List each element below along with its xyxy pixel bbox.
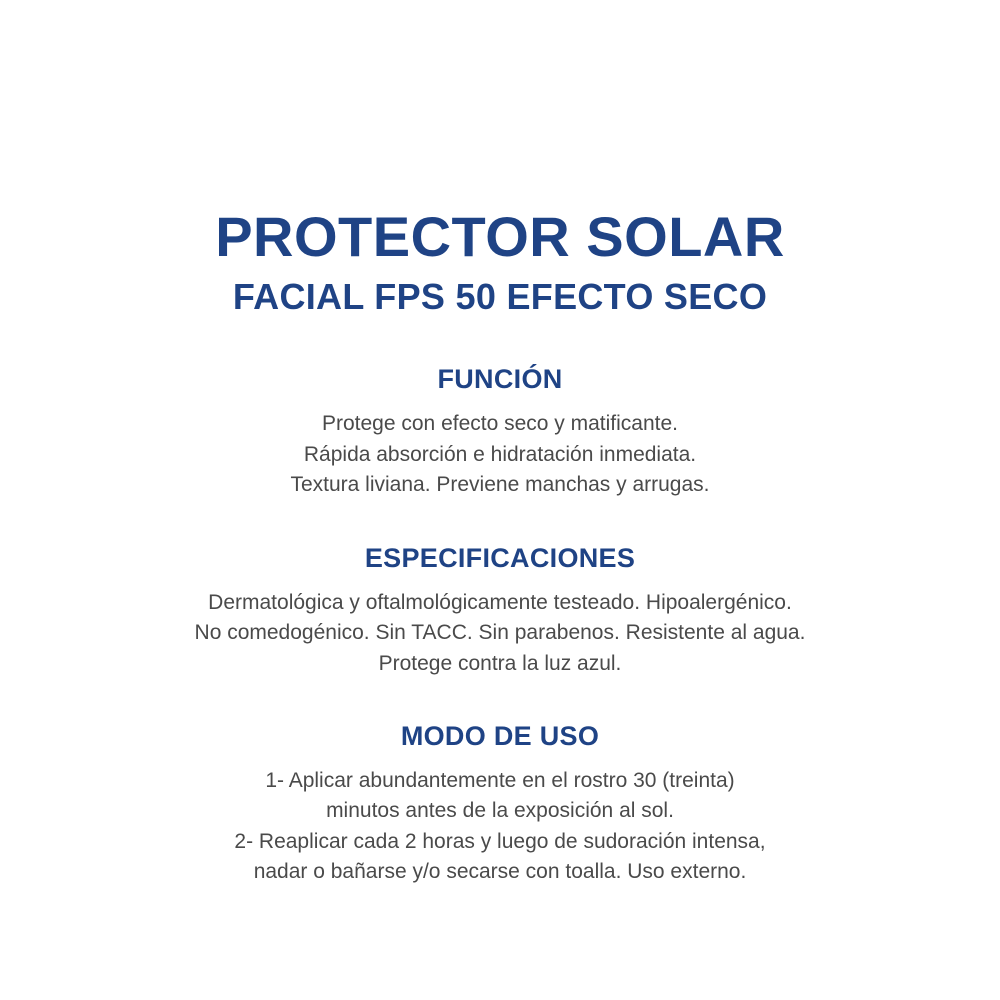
section-line: Textura liviana. Previene manchas y arrugas. — [290, 473, 710, 497]
section-funcion — [0, 364, 1000, 500]
section-line: No comedogénico. Sin TACC. Sin parabenos. Resistente al agua. — [194, 621, 806, 645]
section-line: 2- Reaplicar cada 2 horas y luego de sudoración intensa, — [234, 829, 766, 853]
section-body-especificaciones — [0, 588, 1000, 679]
section-line: Dermatológica y oftalmológicamente testeado. Hipoalergénico. — [208, 590, 792, 614]
section-heading-especificaciones: ESPECIFICACIONES — [364, 542, 636, 573]
section-heading-modo-de-uso: MODO DE USO — [400, 721, 600, 752]
section-body-funcion — [0, 409, 1000, 500]
section-modo-de-uso — [0, 721, 1000, 888]
section-line: Protege con efecto seco y matificante. — [321, 412, 679, 436]
section-line: 1- Aplicar abundantemente en el rostro 30 (treinta) — [265, 769, 735, 793]
page-subtitle: FACIAL FPS 50 EFECTO SECO — [232, 275, 768, 317]
page-title: PROTECTOR SOLAR — [215, 205, 785, 268]
section-especificaciones — [0, 543, 1000, 679]
section-line: Rápida absorción e hidratación inmediata. — [303, 442, 697, 466]
title-block — [0, 205, 1000, 317]
section-body-modo-de-uso — [0, 766, 1000, 888]
section-line: nadar o bañarse y/o secarse con toalla. Uso externo. — [253, 860, 747, 884]
section-line: Protege contra la luz azul. — [378, 651, 622, 675]
section-heading-funcion: FUNCIÓN — [437, 364, 563, 395]
section-line: minutos antes de la exposición al sol. — [326, 799, 674, 823]
